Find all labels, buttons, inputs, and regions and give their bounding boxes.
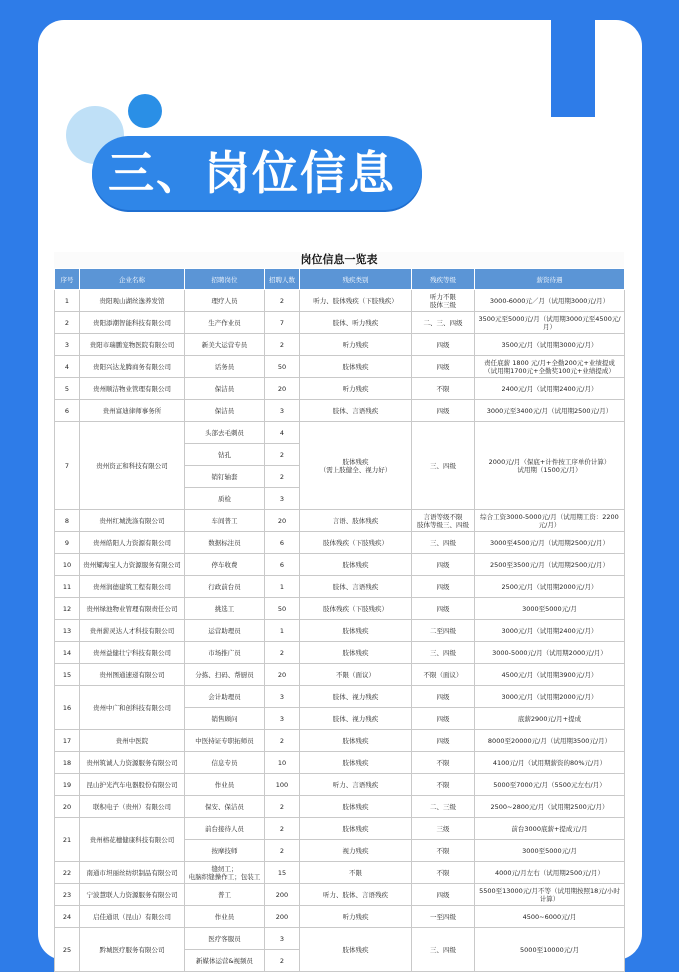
cell-count: 2 — [265, 334, 300, 356]
cell-count: 6 — [265, 554, 300, 576]
cell-category: 肢体残疾 — [300, 730, 412, 752]
cell-position: 中医持证专职拓师员 — [185, 730, 265, 752]
header-level: 残疾等级 — [412, 269, 475, 290]
cell-count: 2 — [265, 466, 300, 488]
cell-category: 肢体残疾（下肢残疾） — [300, 598, 412, 620]
cell-no: 11 — [55, 576, 80, 598]
cell-level: 一至四级 — [412, 906, 475, 928]
cell-level: 不限 — [412, 840, 475, 862]
cell-count: 2 — [265, 818, 300, 840]
cell-company: 贵州顺洁物业管理有限公司 — [80, 378, 185, 400]
cell-level: 四级 — [412, 554, 475, 576]
table-row — [55, 862, 625, 884]
cell-no: 22 — [55, 862, 80, 884]
cell-position: 保洁员 — [185, 378, 265, 400]
table-header-row — [55, 269, 625, 290]
table-row — [55, 510, 625, 532]
cell-category: 视力残疾 — [300, 840, 412, 862]
cell-category: 不限（面议） — [300, 664, 412, 686]
cell-category: 肢体残疾 — [300, 620, 412, 642]
cell-category: 不限 — [300, 862, 412, 884]
cell-category: 听力、肢体、言语残疾 — [300, 884, 412, 906]
cell-category: 肢体残疾 — [300, 818, 412, 840]
cell-salary: 3000至5000元/月 — [475, 840, 625, 862]
cell-no: 20 — [55, 796, 80, 818]
cell-company: 宁波慧联人力资源服务有限公司 — [80, 884, 185, 906]
cell-no: 25 — [55, 928, 80, 972]
table-row — [55, 906, 625, 928]
cell-level: 四级 — [412, 356, 475, 378]
cell-position: 车间普工 — [185, 510, 265, 532]
cell-no: 4 — [55, 356, 80, 378]
cell-count: 3 — [265, 400, 300, 422]
cell-count: 6 — [265, 532, 300, 554]
cell-position: 医疗客服员 — [185, 928, 265, 950]
cell-count: 1 — [265, 620, 300, 642]
cell-position: 分拣、扫码、帮厨员 — [185, 664, 265, 686]
cell-salary: 4000元/月左右（试用期2500元/月） — [475, 862, 625, 884]
cell-salary: 3000元至3400元/月（试用期2500元/月） — [475, 400, 625, 422]
cell-salary: 3000-6000元／月（试用期3000元/月） — [475, 290, 625, 312]
cell-salary: 综合工资3000-5000元/月（试用期工资：2200元/月） — [475, 510, 625, 532]
cell-category: 言语、肢体残疾 — [300, 510, 412, 532]
cell-company: 贵州润德建筑工程有限公司 — [80, 576, 185, 598]
cell-level: 三、四级 — [412, 642, 475, 664]
cell-position: 前台接待人员 — [185, 818, 265, 840]
cell-salary: 前台3000底薪+提成元/月 — [475, 818, 625, 840]
job-info-table — [54, 268, 625, 972]
cell-position: 市场推广员 — [185, 642, 265, 664]
cell-salary: 8000至20000元/月（试用期3500元/月） — [475, 730, 625, 752]
cell-company: 贵州资正和科技有限公司 — [80, 422, 185, 510]
cell-position: 头部去毛刺员 — [185, 422, 265, 444]
table-row — [55, 928, 625, 950]
cell-level: 四级 — [412, 884, 475, 906]
table-row — [55, 774, 625, 796]
cell-level: 不限 — [412, 378, 475, 400]
cell-position: 钻孔 — [185, 444, 265, 466]
cell-level: 不限 — [412, 752, 475, 774]
cell-position: 运营助理员 — [185, 620, 265, 642]
cell-no: 15 — [55, 664, 80, 686]
table-row — [55, 554, 625, 576]
cell-no: 17 — [55, 730, 80, 752]
cell-count: 1 — [265, 576, 300, 598]
cell-level: 四级 — [412, 730, 475, 752]
cell-category: 肢体残疾 — [300, 752, 412, 774]
cell-salary: 2500~2800元/月（试用期2500元/月） — [475, 796, 625, 818]
cell-company: 贵阳观山湖丝逸养发馆 — [80, 290, 185, 312]
cell-salary: 3000-5000元/月（试用期2000元/月） — [475, 642, 625, 664]
cell-count: 50 — [265, 356, 300, 378]
header-count: 招聘人数 — [265, 269, 300, 290]
section-title: 三、岗位信息 — [108, 146, 396, 200]
cell-company: 贵阳添潮智能科技有限公司 — [80, 312, 185, 334]
cell-no: 7 — [55, 422, 80, 510]
cell-no: 9 — [55, 532, 80, 554]
cell-company: 贵州皓阳人力资源有限公司 — [80, 532, 185, 554]
table-row — [55, 796, 625, 818]
cell-position: 停车收费 — [185, 554, 265, 576]
cell-salary: 4100元/月（试用期薪资的80%元/月） — [475, 752, 625, 774]
cell-salary: 3500元/月（试用期3000元/月） — [475, 334, 625, 356]
job-table-document — [54, 252, 624, 965]
cell-no: 24 — [55, 906, 80, 928]
cell-company: 贵州红城洗涤有限公司 — [80, 510, 185, 532]
table-row — [55, 598, 625, 620]
cell-position: 理疗人员 — [185, 290, 265, 312]
cell-level: 三级 — [412, 818, 475, 840]
cell-category: 肢体残疾 — [300, 642, 412, 664]
cell-no: 10 — [55, 554, 80, 576]
cell-salary: 底薪2900元/月+提成 — [475, 708, 625, 730]
cell-category: 听力残疾 — [300, 334, 412, 356]
cell-level: 四级 — [412, 708, 475, 730]
cell-count: 20 — [265, 510, 300, 532]
cell-category: 听力、肢体残疾（下肢残疾） — [300, 290, 412, 312]
cell-category: 肢体、言语残疾 — [300, 576, 412, 598]
cell-count: 2 — [265, 840, 300, 862]
cell-salary: 责任底薪 1800 元/月+全勤200元+业绩提成 （试用期1700元+全勤奖100元+业绩提成） — [475, 356, 625, 378]
cell-count: 2 — [265, 444, 300, 466]
cell-category: 听力残疾 — [300, 378, 412, 400]
cell-salary: 3000至5000元/月 — [475, 598, 625, 620]
cell-salary: 2400元/月（试用期2400元/月） — [475, 378, 625, 400]
cell-company: 贵州中广和创科技有限公司 — [80, 686, 185, 730]
cell-salary: 3000元/月（试用期2000元/月） — [475, 686, 625, 708]
cell-no: 19 — [55, 774, 80, 796]
cell-salary: 2500至3500元/月（试用期2500元/月） — [475, 554, 625, 576]
cell-level: 二至四级 — [412, 620, 475, 642]
cell-count: 3 — [265, 708, 300, 730]
cell-category: 肢体残疾 （需上肢健全、视力好） — [300, 422, 412, 510]
cell-company: 联积电子（贵州）有限公司 — [80, 796, 185, 818]
cell-no: 14 — [55, 642, 80, 664]
cell-no: 18 — [55, 752, 80, 774]
cell-company: 贵州中医院 — [80, 730, 185, 752]
cell-category: 肢体、视力残疾 — [300, 708, 412, 730]
cell-level: 二、三、四级 — [412, 312, 475, 334]
cell-company: 启佳通讯（昆山）有限公司 — [80, 906, 185, 928]
header-no: 序号 — [55, 269, 80, 290]
cell-category: 肢体残疾 — [300, 356, 412, 378]
cell-salary: 3500元至5000元/月（试用期3000元至4500元/月） — [475, 312, 625, 334]
cell-count: 7 — [265, 312, 300, 334]
table-row — [55, 752, 625, 774]
decorative-circle-small — [128, 94, 162, 128]
cell-no: 6 — [55, 400, 80, 422]
cell-position: 生产作业员 — [185, 312, 265, 334]
cell-company: 昆山护光汽车电器股份有限公司 — [80, 774, 185, 796]
cell-position: 缝纫工； 电脑织缝操作工；包装工 — [185, 862, 265, 884]
cell-count: 2 — [265, 642, 300, 664]
cell-no: 16 — [55, 686, 80, 730]
cell-position: 作业员 — [185, 906, 265, 928]
cell-company: 贵州榕花穗健康科技有限公司 — [80, 818, 185, 862]
cell-position: 挑选工 — [185, 598, 265, 620]
cell-count: 3 — [265, 686, 300, 708]
cell-no: 1 — [55, 290, 80, 312]
cell-count: 4 — [265, 422, 300, 444]
cell-position: 行政前台员 — [185, 576, 265, 598]
table-row — [55, 532, 625, 554]
table-row — [55, 884, 625, 906]
cell-level: 四级 — [412, 400, 475, 422]
cell-position: 会计助理员 — [185, 686, 265, 708]
cell-company: 贵州耀海宝人力资源服务有限公司 — [80, 554, 185, 576]
cell-category: 肢体残疾（下肢残疾） — [300, 532, 412, 554]
cell-position: 新美大运营专员 — [185, 334, 265, 356]
cell-count: 20 — [265, 664, 300, 686]
cell-position: 质检 — [185, 488, 265, 510]
table-row — [55, 664, 625, 686]
cell-company: 贵州筑诚人力资源服务有限公司 — [80, 752, 185, 774]
cell-count: 200 — [265, 884, 300, 906]
cell-category: 肢体残疾 — [300, 796, 412, 818]
cell-count: 200 — [265, 906, 300, 928]
cell-company: 贵州薪灵达人才科技有限公司 — [80, 620, 185, 642]
table-row — [55, 620, 625, 642]
header-salary: 薪资待遇 — [475, 269, 625, 290]
cell-level: 三、四级 — [412, 532, 475, 554]
cell-no: 13 — [55, 620, 80, 642]
cell-count: 3 — [265, 488, 300, 510]
cell-position: 作业员 — [185, 774, 265, 796]
cell-count: 50 — [265, 598, 300, 620]
cell-count: 15 — [265, 862, 300, 884]
cell-salary: 3000至4500元/月（试用期2500元/月） — [475, 532, 625, 554]
cell-company: 贵阳市瑞鹏宠物医院有限公司 — [80, 334, 185, 356]
cell-category: 肢体残疾 — [300, 928, 412, 972]
cell-company: 贵州益健壮宁科技有限公司 — [80, 642, 185, 664]
cell-no: 12 — [55, 598, 80, 620]
cell-salary: 4500元/月（试用期3900元/月） — [475, 664, 625, 686]
cell-position: 话务员 — [185, 356, 265, 378]
cell-level: 不限 — [412, 862, 475, 884]
cell-position: 销钉轴套 — [185, 466, 265, 488]
cell-level: 三、四级 — [412, 928, 475, 972]
cell-no: 21 — [55, 818, 80, 862]
cell-count: 2 — [265, 290, 300, 312]
cell-company: 贵州富迪律师事务所 — [80, 400, 185, 422]
cell-salary: 5500至13000元/月不等（试用期按照18元/小时计算） — [475, 884, 625, 906]
cell-company: 贵州图通速递有限公司 — [80, 664, 185, 686]
table-row — [55, 422, 625, 444]
cell-no: 5 — [55, 378, 80, 400]
cell-salary: 4500~6000元/月 — [475, 906, 625, 928]
cell-level: 三、四级 — [412, 422, 475, 510]
table-row — [55, 686, 625, 708]
header-category: 残疾类别 — [300, 269, 412, 290]
cell-no: 3 — [55, 334, 80, 356]
table-row — [55, 400, 625, 422]
table-row — [55, 334, 625, 356]
cell-position: 按摩技师 — [185, 840, 265, 862]
table-row — [55, 730, 625, 752]
cell-company: 南通市坦丽丝纺织制品有限公司 — [80, 862, 185, 884]
cell-position: 新媒体运营&视频员 — [185, 950, 265, 972]
cell-category: 肢体、言语残疾 — [300, 400, 412, 422]
cell-count: 100 — [265, 774, 300, 796]
table-row — [55, 290, 625, 312]
cell-count: 20 — [265, 378, 300, 400]
cell-category: 肢体残疾 — [300, 554, 412, 576]
cell-company: 黔城医疗服务有限公司 — [80, 928, 185, 972]
cell-count: 2 — [265, 796, 300, 818]
cell-level: 不限 — [412, 774, 475, 796]
cell-position: 保安、保洁员 — [185, 796, 265, 818]
cell-category: 听力残疾 — [300, 906, 412, 928]
cell-salary: 2000元/月（保底+计件按工序单价计算） 试用期（1500元/月） — [475, 422, 625, 510]
cell-position: 普工 — [185, 884, 265, 906]
cell-count: 10 — [265, 752, 300, 774]
table-row — [55, 642, 625, 664]
table-title: 岗位信息一览表 — [300, 253, 378, 266]
cell-no: 23 — [55, 884, 80, 906]
table-row — [55, 378, 625, 400]
cell-category: 肢体、听力残疾 — [300, 312, 412, 334]
cell-position: 信息专员 — [185, 752, 265, 774]
cell-count: 2 — [265, 730, 300, 752]
cell-company: 贵州绿池物业管理有限责任公司 — [80, 598, 185, 620]
cell-level: 四级 — [412, 334, 475, 356]
table-row — [55, 818, 625, 840]
cell-level: 四级 — [412, 598, 475, 620]
cell-category: 肢体、视力残疾 — [300, 686, 412, 708]
cell-category: 听力、言语残疾 — [300, 774, 412, 796]
cell-level: 二、三级 — [412, 796, 475, 818]
cell-count: 3 — [265, 928, 300, 950]
cell-count: 2 — [265, 950, 300, 972]
cell-no: 8 — [55, 510, 80, 532]
cell-level: 听力不限 肢体三级 — [412, 290, 475, 312]
cell-level: 不限（面议） — [412, 664, 475, 686]
cell-company: 贵阳兴达龙腾商务有限公司 — [80, 356, 185, 378]
cell-salary: 3000元/月（试用期2400元/月） — [475, 620, 625, 642]
cell-salary: 5000至7000元/月（5500元左右/月） — [475, 774, 625, 796]
cell-salary: 5000至10000元/月 — [475, 928, 625, 972]
cell-position: 销售顾问 — [185, 708, 265, 730]
table-row — [55, 356, 625, 378]
cell-no: 2 — [55, 312, 80, 334]
cell-position: 保洁员 — [185, 400, 265, 422]
cell-salary: 2500元/月（试用期2000元/月） — [475, 576, 625, 598]
cell-level: 言语等级不限 肢体等级三、四级 — [412, 510, 475, 532]
table-row — [55, 312, 625, 334]
cell-level: 四级 — [412, 686, 475, 708]
table-row — [55, 576, 625, 598]
decorative-tab — [551, 20, 595, 117]
header-position: 招聘岗位 — [185, 269, 265, 290]
cell-position: 数据标注员 — [185, 532, 265, 554]
header-company: 企业名称 — [80, 269, 185, 290]
cell-level: 四级 — [412, 576, 475, 598]
